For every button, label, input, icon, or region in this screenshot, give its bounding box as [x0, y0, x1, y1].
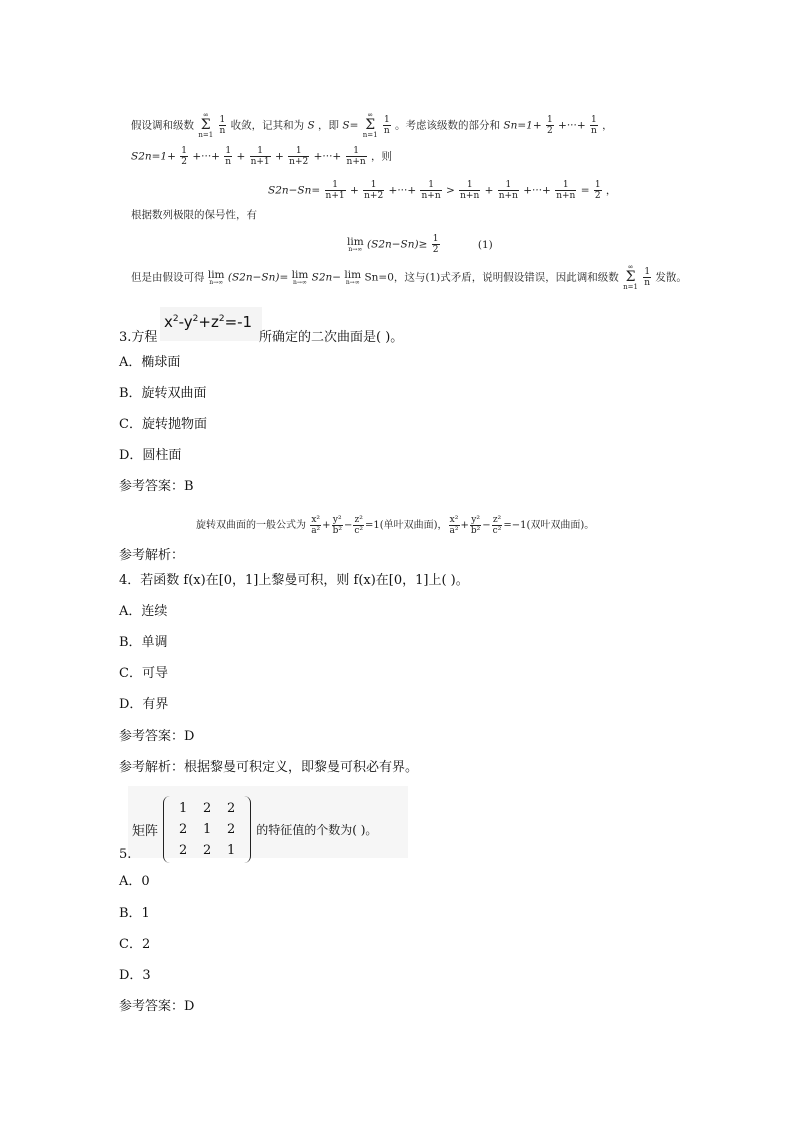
proof-symbol: S2n−: [311, 271, 342, 284]
fraction: [332, 515, 343, 536]
matrix-cell: 2: [178, 843, 188, 858]
frac-num: 1: [383, 115, 390, 125]
q5-option-d: D．3: [119, 968, 151, 983]
frac-num: 1: [591, 115, 597, 125]
proof-text: +···+: [313, 150, 342, 163]
fraction: [420, 180, 441, 201]
eq-sq: 2: [192, 314, 199, 324]
frac-num: 1: [555, 180, 576, 191]
q3-option-c: C．旋转抛物面: [119, 417, 207, 432]
q3-option-d: D．圆柱面: [119, 448, 182, 463]
frac-num: 1: [546, 115, 553, 125]
analysis-text: +: [460, 520, 469, 531]
frac-den: c²: [354, 526, 363, 536]
frac-num: 1: [420, 180, 441, 191]
proof-text: ，即: [318, 119, 340, 132]
frac-den: 2: [594, 191, 601, 201]
proof-text: +: [275, 150, 284, 163]
fraction: [432, 234, 440, 255]
proof-line-2: [131, 146, 392, 167]
lim-sub: n→∞: [209, 278, 224, 286]
eq-z: +z: [198, 313, 219, 331]
proof-symbol: (S2n−Sn)≥: [367, 238, 428, 251]
q5-matrix-image: [128, 786, 408, 858]
proof-text: 收敛，记其和为: [230, 119, 305, 132]
frac-num: 1: [181, 146, 187, 156]
proof-text: +: [236, 150, 246, 163]
proof-text: >: [445, 184, 455, 197]
lim-operator: [344, 270, 361, 286]
eq-sq: 2: [172, 314, 179, 324]
analysis-text: +: [322, 520, 331, 531]
sum-top: ∞: [367, 111, 374, 119]
matrix-cell: 1: [202, 822, 212, 837]
fraction: [180, 146, 188, 167]
frac-num: y²: [332, 515, 342, 525]
q5-option-b: B．1: [119, 906, 150, 921]
fraction: [250, 146, 271, 167]
fraction: [470, 515, 481, 536]
fraction: [346, 146, 367, 167]
matrix-cell: 1: [226, 843, 236, 858]
fraction: [594, 180, 602, 201]
frac-num: y²: [471, 515, 480, 525]
frac-num: x²: [311, 515, 321, 525]
frac-den: n+n: [460, 191, 480, 201]
frac-den: 2: [181, 157, 187, 167]
analysis-text: =−1(双叶双曲面)。: [503, 520, 595, 531]
frac-den: n+n: [421, 191, 441, 201]
frac-den: 2: [546, 126, 553, 136]
frac-den: n+2: [364, 191, 384, 201]
q4-stem: 4．若函数 f(x)在[0，1]上黎曼可积，则 f(x)在[0，1]上( )。: [119, 573, 469, 588]
q4-option-a: A．连续: [119, 604, 168, 619]
frac-den: c²: [492, 526, 502, 536]
q4-answer: 参考答案：D: [119, 729, 195, 744]
proof-text: Sn=0，这与(1)式矛盾，说明假设错误，因此调和级数: [364, 271, 619, 284]
frac-den: n+1: [325, 191, 345, 201]
proof-text: +: [484, 184, 494, 197]
lim-operator: [292, 270, 309, 286]
frac-den: n: [225, 157, 232, 167]
lim-operator: [347, 237, 364, 253]
q4-option-c: C．可导: [119, 666, 168, 681]
proof-line-1: [131, 112, 613, 139]
proof-text: +···+: [523, 184, 551, 197]
sum-symbol: ∞ Σ n=1: [362, 111, 378, 139]
lim-text: lim: [344, 268, 362, 281]
frac-den: n+n: [556, 191, 576, 201]
q5-option-c: C．2: [119, 937, 151, 952]
matrix-cell: 2: [226, 822, 236, 837]
eq-x: x: [164, 313, 173, 331]
eq-sq: 2: [218, 314, 225, 324]
fraction: [449, 515, 460, 536]
frac-den: n: [644, 278, 651, 288]
frac-den: n+2: [289, 157, 309, 167]
sum-symbol: ∞ Σ n=1: [623, 263, 638, 291]
proof-text: ，: [602, 119, 613, 132]
fraction: [383, 115, 391, 136]
proof-symbol: S2n−Sn=: [268, 184, 321, 197]
frac-num: 1: [325, 180, 346, 191]
fraction: [288, 146, 309, 167]
proof-text: +···+: [192, 150, 220, 163]
sum-bottom: n=1: [198, 131, 214, 139]
q5-answer: 参考答案：D: [119, 999, 195, 1014]
eq-rhs: =-1: [224, 313, 253, 331]
proof-text: 但是由假设可得: [131, 271, 205, 284]
lim-text: lim: [207, 268, 225, 281]
analysis-text: 旋转双曲面的一般公式为: [196, 520, 306, 531]
proof-line-3: [268, 180, 616, 201]
frac-num: 1: [644, 267, 651, 277]
proof-symbol: S2n=1+: [131, 150, 176, 163]
frac-den: n: [219, 126, 226, 136]
q5-number: 5.: [119, 847, 132, 862]
fraction: [498, 180, 519, 201]
frac-num: 1: [432, 234, 439, 244]
analysis-text: −: [482, 520, 491, 531]
lim-text: lim: [347, 235, 364, 248]
matrix-label: 矩阵: [132, 824, 159, 839]
frac-den: 2: [432, 245, 439, 255]
frac-den: a²: [449, 526, 459, 536]
sum-symbol: ∞ Σ n=1: [198, 111, 214, 139]
q5-option-a: A．0: [119, 874, 150, 889]
frac-num: 1: [459, 180, 480, 191]
proof-symbol: (S2n−Sn)=: [227, 271, 289, 284]
proof-text: ，则: [371, 150, 393, 163]
frac-num: x²: [449, 515, 459, 525]
sum-top: ∞: [627, 263, 634, 271]
q3-analysis-image: [196, 515, 594, 536]
frac-num: z²: [354, 515, 363, 525]
fraction: [325, 180, 346, 201]
eq-y: -y: [178, 313, 193, 331]
frac-den: a²: [311, 526, 321, 536]
lim-sub: n→∞: [345, 278, 360, 286]
fraction: [492, 515, 503, 536]
fraction: [555, 180, 576, 201]
frac-num: 1: [594, 180, 601, 190]
q4-option-b: B．单调: [119, 635, 168, 650]
frac-den: n: [383, 126, 390, 136]
equation-number: (1): [477, 238, 493, 251]
frac-den: n: [591, 126, 597, 136]
proof-text: ，: [605, 184, 617, 197]
fraction: [546, 115, 554, 136]
proof-text: +: [349, 184, 359, 197]
lim-sub: n→∞: [348, 245, 363, 253]
fraction: [459, 180, 480, 201]
lim-text: lim: [291, 268, 309, 281]
proof-text: +···+: [558, 119, 586, 132]
frac-den: b²: [470, 526, 481, 536]
fraction: [643, 267, 651, 288]
proof-line-6: [131, 264, 687, 291]
fraction: [590, 115, 598, 136]
proof-text: +···+: [388, 184, 417, 197]
proof-text: 假设调和级数: [131, 119, 194, 132]
q3-prefix: 3.方程: [119, 330, 158, 345]
proof-symbol: Sn=1+: [503, 119, 542, 132]
sum-bottom: n=1: [623, 283, 638, 291]
proof-text: =: [580, 184, 590, 197]
matrix-cell: 2: [226, 801, 236, 816]
sum-bottom: n=1: [362, 131, 378, 139]
q3-equation-image: [160, 307, 262, 341]
frac-den: b²: [332, 526, 342, 536]
q3-option-a: A．椭球面: [119, 355, 181, 370]
matrix-suffix: 的特征值的个数为( )。: [256, 823, 378, 837]
proof-line-5: [347, 234, 493, 255]
proof-text: 。考虑该级数的部分和: [395, 119, 501, 132]
frac-num: 1: [219, 115, 226, 125]
q4-analysis: 参考解析：根据黎曼可积定义，即黎曼可积必有界。: [119, 760, 419, 775]
frac-num: 1: [346, 146, 367, 157]
proof-line-4: 根据数列极限的保号性，有: [131, 209, 257, 221]
matrix: [163, 796, 251, 863]
frac-num: 1: [288, 146, 309, 157]
sum-top: ∞: [202, 111, 209, 119]
q3-analysis-label: 参考解析：: [119, 548, 185, 563]
frac-den: n+n: [346, 157, 366, 167]
fraction: [353, 515, 364, 536]
matrix-cell: 2: [202, 843, 212, 858]
proof-symbol: S=: [342, 119, 359, 132]
matrix-cell: 1: [178, 801, 188, 816]
frac-den: n+1: [250, 157, 270, 167]
q3-answer: 参考答案：B: [119, 479, 194, 494]
frac-den: n+n: [498, 191, 518, 201]
fraction: [363, 180, 384, 201]
analysis-text: −: [343, 520, 353, 531]
proof-text: 发散。: [655, 271, 687, 284]
analysis-text: =1(单叶双曲面)，: [364, 520, 448, 531]
q3-option-b: B．旋转双曲面: [119, 386, 207, 401]
q3-stem-suffix: 所确定的二次曲面是( )。: [259, 330, 404, 345]
proof-symbol: S: [307, 119, 315, 132]
frac-num: 1: [363, 180, 384, 191]
fraction: [219, 115, 227, 136]
lim-operator: [208, 270, 225, 286]
matrix-cell: 2: [178, 822, 188, 837]
fraction: [224, 146, 232, 167]
lim-sub: n→∞: [293, 278, 307, 286]
matrix-cell: 2: [202, 801, 212, 816]
frac-num: 1: [225, 146, 232, 156]
frac-num: z²: [492, 515, 502, 525]
frac-num: 1: [498, 180, 519, 191]
fraction: [310, 515, 321, 536]
frac-num: 1: [250, 146, 271, 157]
q4-option-d: D．有界: [119, 697, 169, 712]
